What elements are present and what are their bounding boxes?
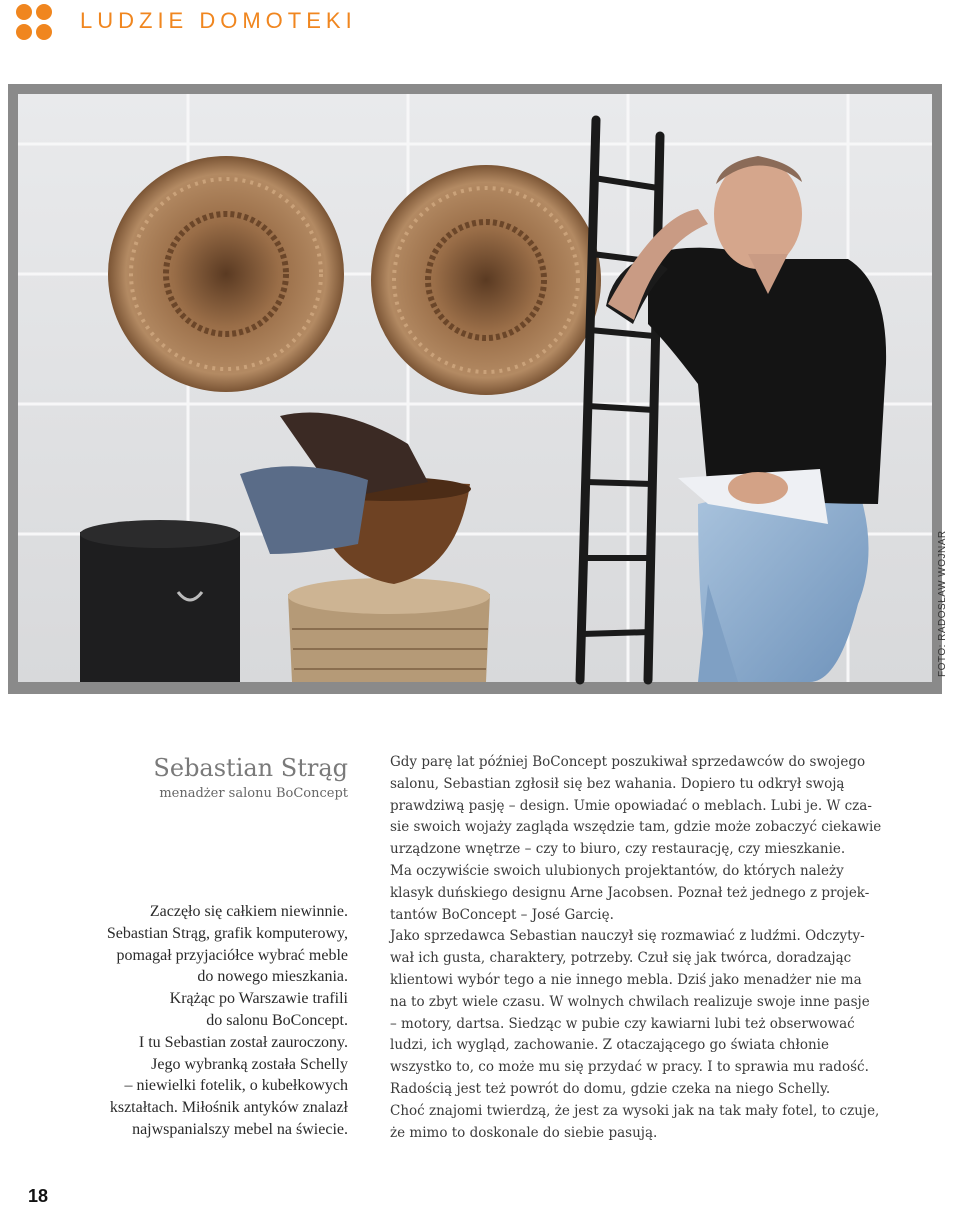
body-line: – motory, dartsa. Siedząc w pubie czy kawiarni lubi też obserwować [390, 1015, 855, 1032]
body-line: klientowi wybór tego a nie innego mebla. Dziś jako menadżer nie ma [390, 971, 862, 988]
body-line: prawdziwą pasję – design. Umie opowiadać o meblach. Lubi je. W cza- [390, 797, 872, 814]
lead-paragraph [28, 901, 348, 1141]
body-line: salonu, Sebastian zgłosił się bez wahania. Dopiero tu odkrył swoją [390, 775, 845, 792]
lead-line: I tu Sebastian został zauroczony. [138, 1033, 348, 1051]
lead-line: do nowego mieszkania. [197, 968, 348, 986]
lead-line: Sebastian Strąg, grafik komputerowy, [106, 924, 348, 942]
body-line: Choć znajomi twierdzą, że jest za wysoki jak na tak mały fotel, to czuje, [390, 1102, 880, 1119]
body-line: Radością jest też powrót do domu, gdzie czeka na niego Schelly. [390, 1080, 831, 1097]
article-body [390, 752, 900, 1144]
body-line: Ma oczywiście swoich ulubionych projektantów, do których należy [390, 862, 844, 879]
body-line: że mimo to doskonale do siebie pasują. [390, 1124, 658, 1141]
portrait-illustration [8, 84, 942, 694]
person-role: menadżer salonu BoConcept [159, 786, 348, 801]
body-line: wał ich gusta, charaktery, potrzeby. Czuł się jak twórca, doradzając [390, 950, 852, 967]
body-line: wszystko to, co może mu się przydać w pracy. I to sprawia mu radość. [390, 1059, 869, 1076]
lead-line: kształtach. Miłośnik antyków znalazł [109, 1099, 348, 1117]
lead-line: Zaczęło się całkiem niewinnie. [149, 903, 348, 920]
lead-line: – niewielki fotelik, o kubełkowych [124, 1077, 348, 1095]
lead-line: Krążąc po Warszawie trafili [169, 990, 348, 1008]
person-name: Sebastian Strąg [153, 754, 348, 782]
lead-line: najwspanialszy mebel na świecie. [132, 1120, 348, 1138]
magazine-logo-icon [16, 4, 54, 42]
photo-credit: FOTO: RADOSŁAW WOJNAR [937, 530, 948, 677]
body-line: tantów BoConcept – José Garcię. [390, 906, 614, 923]
body-line: Gdy parę lat później BoConcept poszukiwał sprzedawców do swojego [390, 754, 866, 770]
lead-line: pomagał przyjaciółce wybrać meble [116, 946, 348, 964]
lead-line: Jego wybranką została Schelly [151, 1055, 348, 1073]
body-line: sie swoich wojaży zagląda wszędzie tam, gdzie może zobaczyć ciekawie [390, 819, 882, 836]
body-line: urządzone wnętrze – czy to biuro, czy restaurację, czy mieszkanie. [390, 841, 846, 858]
body-line: Jako sprzedawca Sebastian nauczył się rozmawiać z ludźmi. Odczyty- [390, 928, 865, 945]
portrait-photo [8, 84, 942, 694]
body-line: ludzi, ich wygląd, zachowanie. Z otaczającego go świata chłonie [390, 1037, 829, 1054]
lead-line: do salonu BoConcept. [206, 1011, 348, 1029]
body-line: na to zbyt wiele czasu. W wolnych chwilach realizuje swoje inne pasje [390, 993, 870, 1010]
page-number: 18 [28, 1186, 49, 1206]
section-title: LUDZIE DOMOTEKI [80, 8, 357, 33]
body-line: klasyk duńskiego designu Arne Jacobsen. Poznał też jednego z projek- [390, 884, 870, 901]
